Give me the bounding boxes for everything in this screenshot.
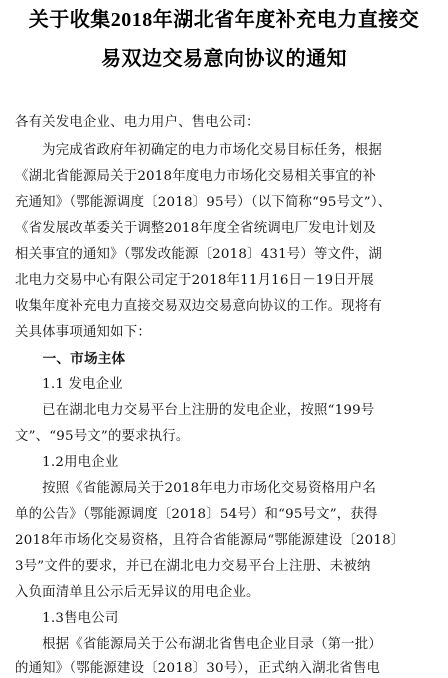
body-line: 关具体事项通知如下： [15, 325, 151, 340]
body-line: 为完成省政府年初确定的电力市场化交易目标任务，根据 [15, 143, 382, 158]
body-line: 相关事宜的通知》（鄂发改能源〔2018〕431号）等文件，湖 [15, 247, 382, 262]
body-line: 根据《省能源局关于公布湖北省售电企业目录（第一批） [15, 637, 382, 652]
body-line: 按照《省能源局关于2018年电力市场化交易资格用户名 [15, 481, 377, 496]
salutation: 各有关发电企业、电力用户、售电公司： [15, 115, 260, 130]
body-line: 3号”文件的要求，并已在湖北电力交易平台上注册、未被纳 [15, 559, 371, 574]
body-line: 充通知》（鄂能源调度〔2018〕95号）（以下简称“95号文”）、 [15, 195, 392, 210]
subsection-heading-power-generation: 1.1 发电企业 [15, 377, 123, 392]
body-line: 收集年度补充电力直接交易双边交易意向协议的工作。现将有 [15, 299, 382, 314]
body-line: 2018年市场化交易资格，且符合省能源局“鄂能源建设〔2018〕 [15, 533, 405, 548]
body-line: 《湖北省能源局关于2018年度电力市场化交易相关事宜的补 [15, 169, 377, 184]
document-title-line-1: 关于收集2018年湖北省年度补充电力直接交 [28, 9, 420, 31]
section-heading-market-entities: 一、市场主体 [15, 351, 126, 367]
body-line: 文”、“95号文”的要求执行。 [15, 429, 190, 444]
body-line: 《省发展改革委关于调整2018年度全省统调电厂发电计划及 [15, 221, 377, 236]
body-line: 北电力交易中心有限公司定于2018年11月16日－19日开展 [15, 273, 375, 288]
body-line: 单的公告》（鄂能源调度〔2018〕54号）和“95号文”，获得 [15, 507, 378, 522]
document-title-line-2: 易双边交易意向协议的通知 [101, 48, 347, 70]
body-line: 入负面清单且公示后无异议的用电企业。 [15, 585, 260, 600]
body-line: 已在湖北电力交易平台上注册的发电企业，按照“199号 [15, 403, 375, 418]
subsection-heading-power-sales: 1.3售电公司 [15, 611, 119, 626]
body-line: 的通知》（鄂能源建设〔2018〕30号），正式纳入湖北省售电 [15, 661, 381, 676]
subsection-heading-power-users: 1.2用电企业 [15, 455, 119, 470]
